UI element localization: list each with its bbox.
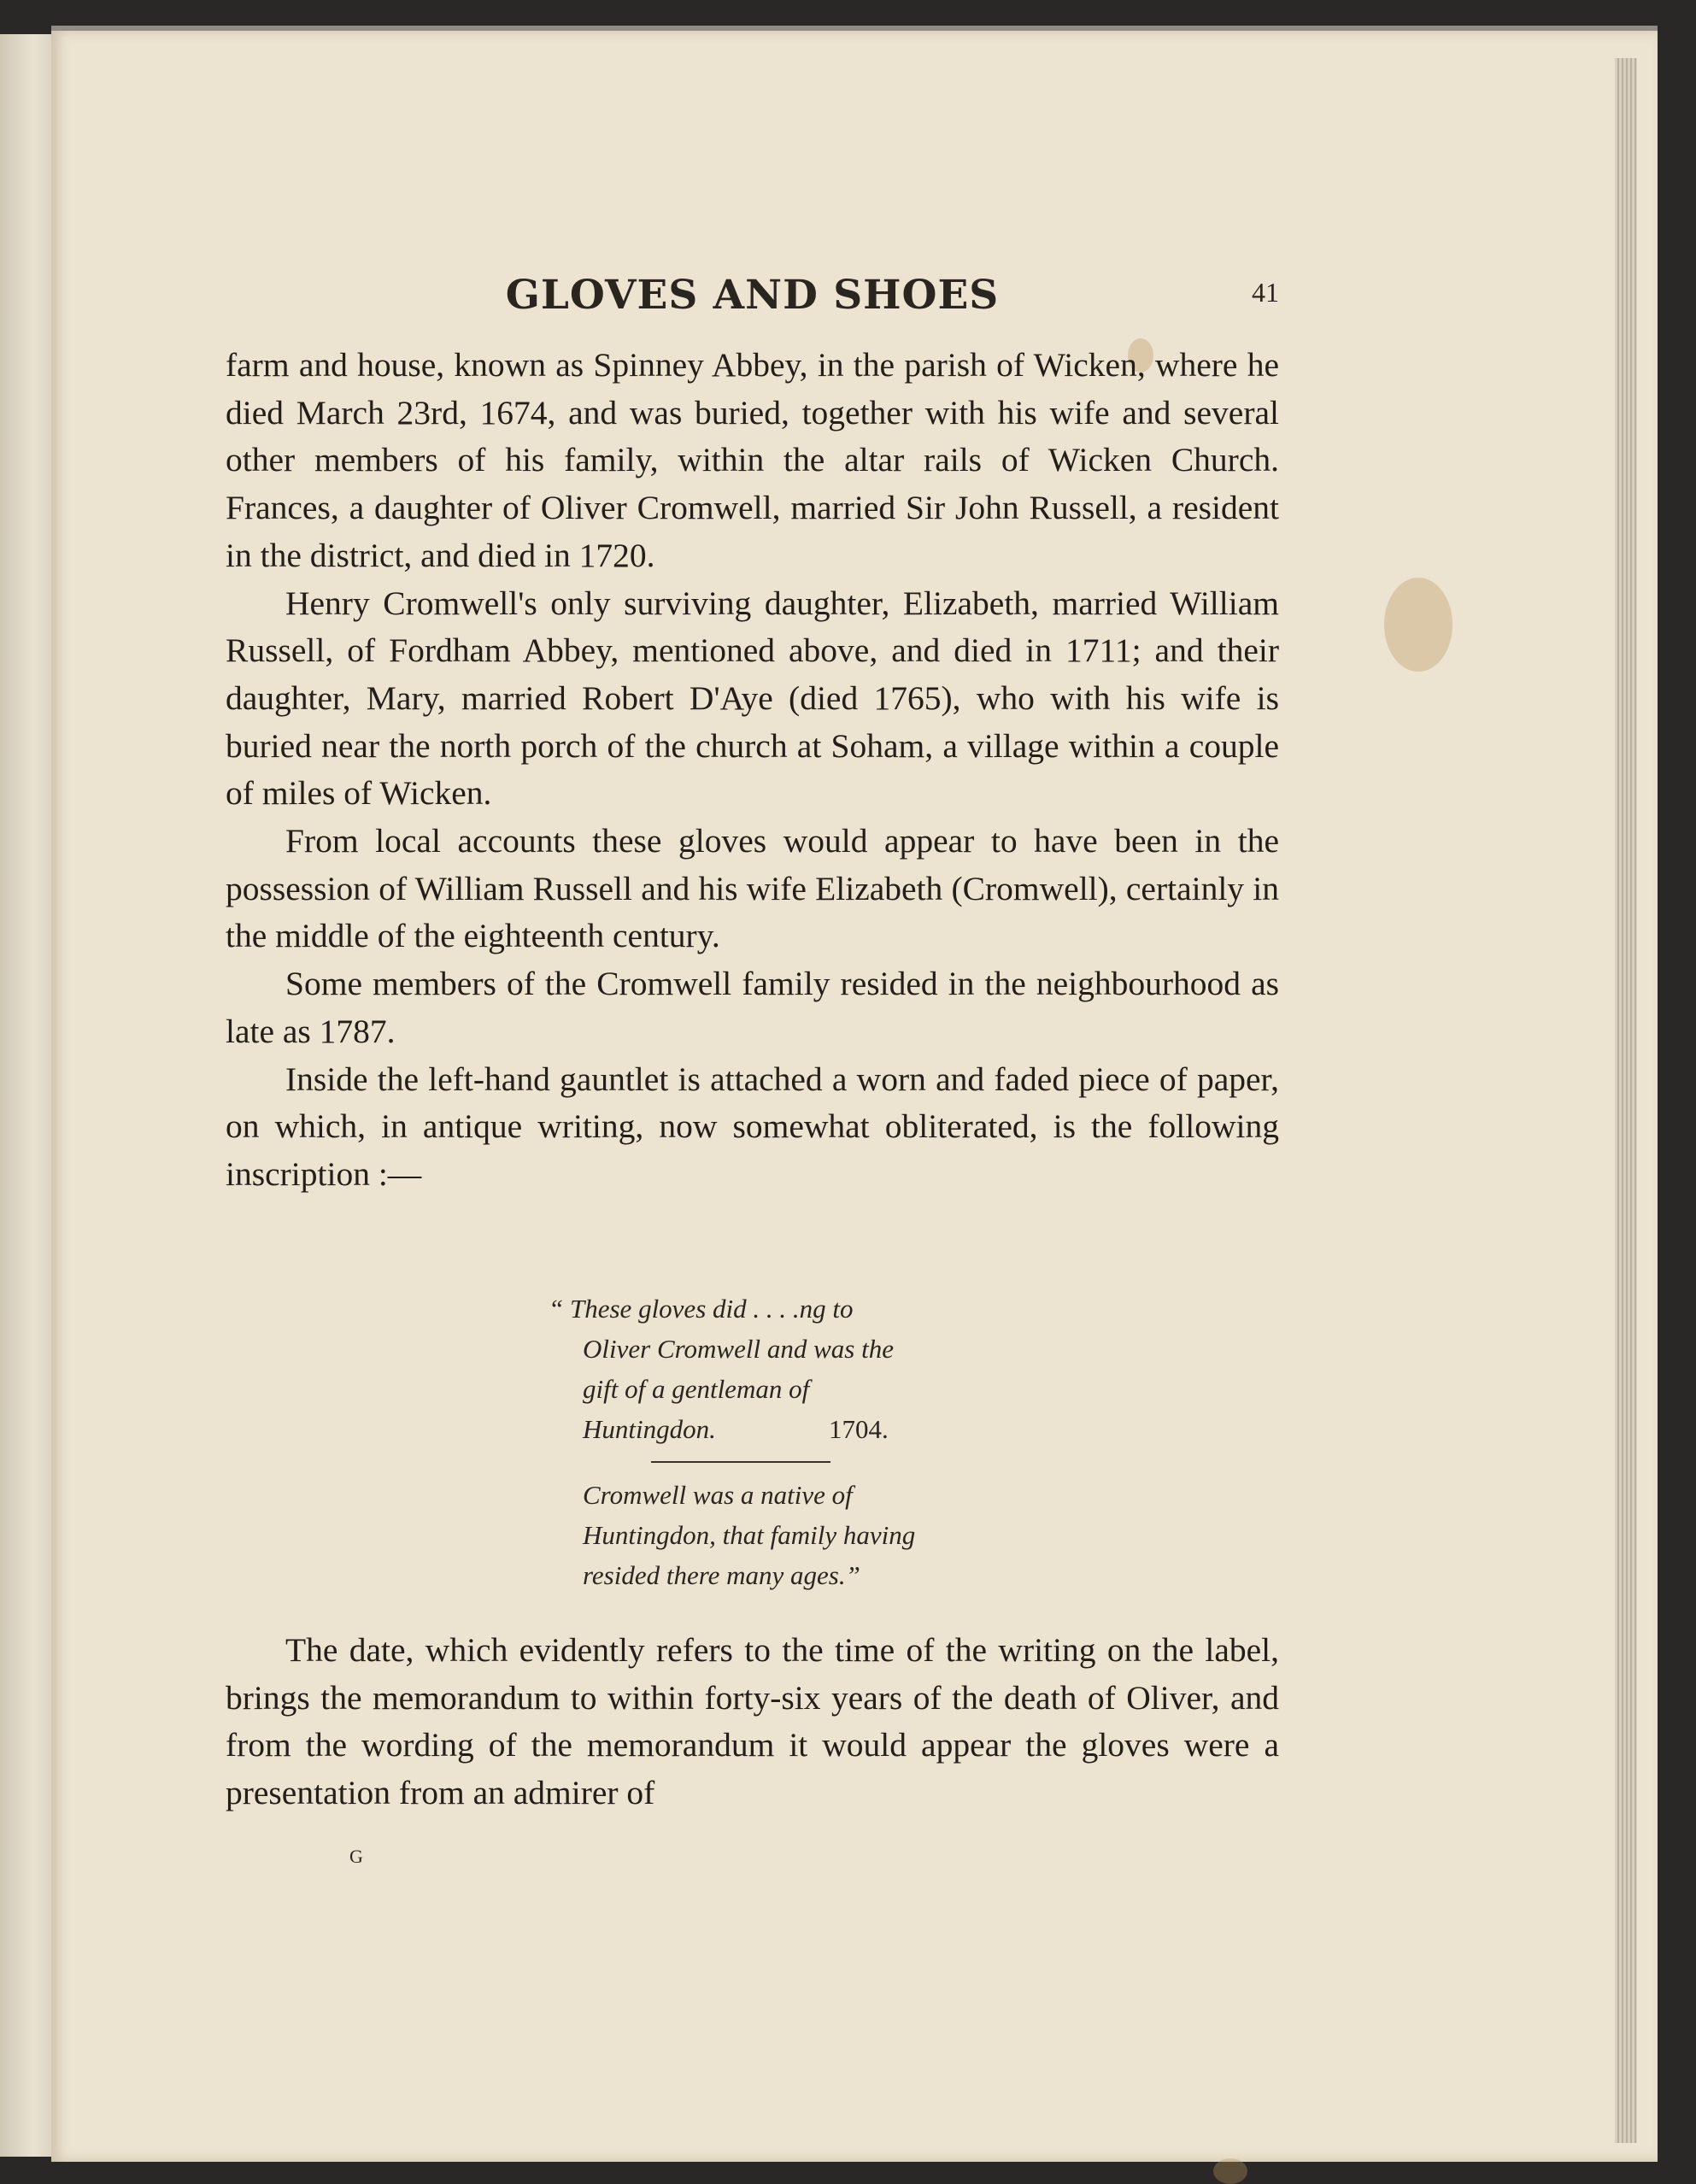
inscription-line: resided there many ages.” [583, 1560, 860, 1590]
paragraph: From local accounts these gloves would appear to have been in the possession of William Russell and his wife Elizabeth (Cromwell), certainly in the middle of the eighteenth century. [226, 822, 1279, 955]
page-number: 41 [1252, 277, 1279, 308]
body-text-bottom [226, 1627, 1279, 1817]
inscription-place: Huntingdon. [583, 1414, 716, 1444]
inscription-line: Cromwell was a native of [583, 1480, 853, 1510]
running-title: GLOVES AND SHOES [505, 272, 1000, 319]
paragraph: Henry Cromwell's only surviving daughter, Elizabeth, married William Russell, of Fordham Abbey, mentioned above, and died in 1711; and their daughter, Mary, married Robert D'Aye (died 1765), who with his wife is buried near the north porch of the church at Soham, a village within a couple of miles of Wicken. [226, 584, 1279, 813]
paragraph: Some members of the Cromwell family resided in the neighbourhood as late as 1787. [226, 965, 1279, 1050]
page-stack-edge [1615, 58, 1637, 2143]
foxing-stain [1213, 2158, 1247, 2184]
body-text-top [226, 342, 1279, 1199]
inscription-line [549, 1409, 993, 1449]
inscription-quote [549, 1289, 993, 1595]
running-header [226, 272, 1279, 332]
paragraph: Inside the left-hand gauntlet is attached a worn and faded piece of paper, on which, in antique writing, now somewhat obliterated, is the following inscription :— [226, 1060, 1279, 1193]
inscription-year: 1704. [829, 1414, 889, 1444]
inscription-line: Huntingdon, that family having [583, 1520, 916, 1550]
foxing-stain [1384, 578, 1452, 672]
signature-mark: G [349, 1846, 364, 1867]
paragraph: The date, which evidently refers to the time of the writing on the label, brings the memorandum to within forty-six years of the death of Oliver, and from the wording of the memorandum it would appear the gloves were a presentation from an admirer of [226, 1631, 1279, 1812]
inscription-line: gift of a gentleman of [583, 1374, 810, 1404]
paragraph: farm and house, known as Spinney Abbey, in the parish of Wicken, where he died March 23rd, 1674, and was buried, together with his wife and several other members of his family, within the altar rails of Wicken Church. Frances, a daughter of Oliver Cromwell, married Sir John Russell, a resident in the district, and died in 1720. [226, 346, 1279, 574]
inscription-line: Oliver Cromwell and was the [583, 1334, 894, 1364]
inscription-divider [651, 1461, 830, 1463]
inscription-line: “ These gloves did . . . .ng to [549, 1294, 854, 1324]
